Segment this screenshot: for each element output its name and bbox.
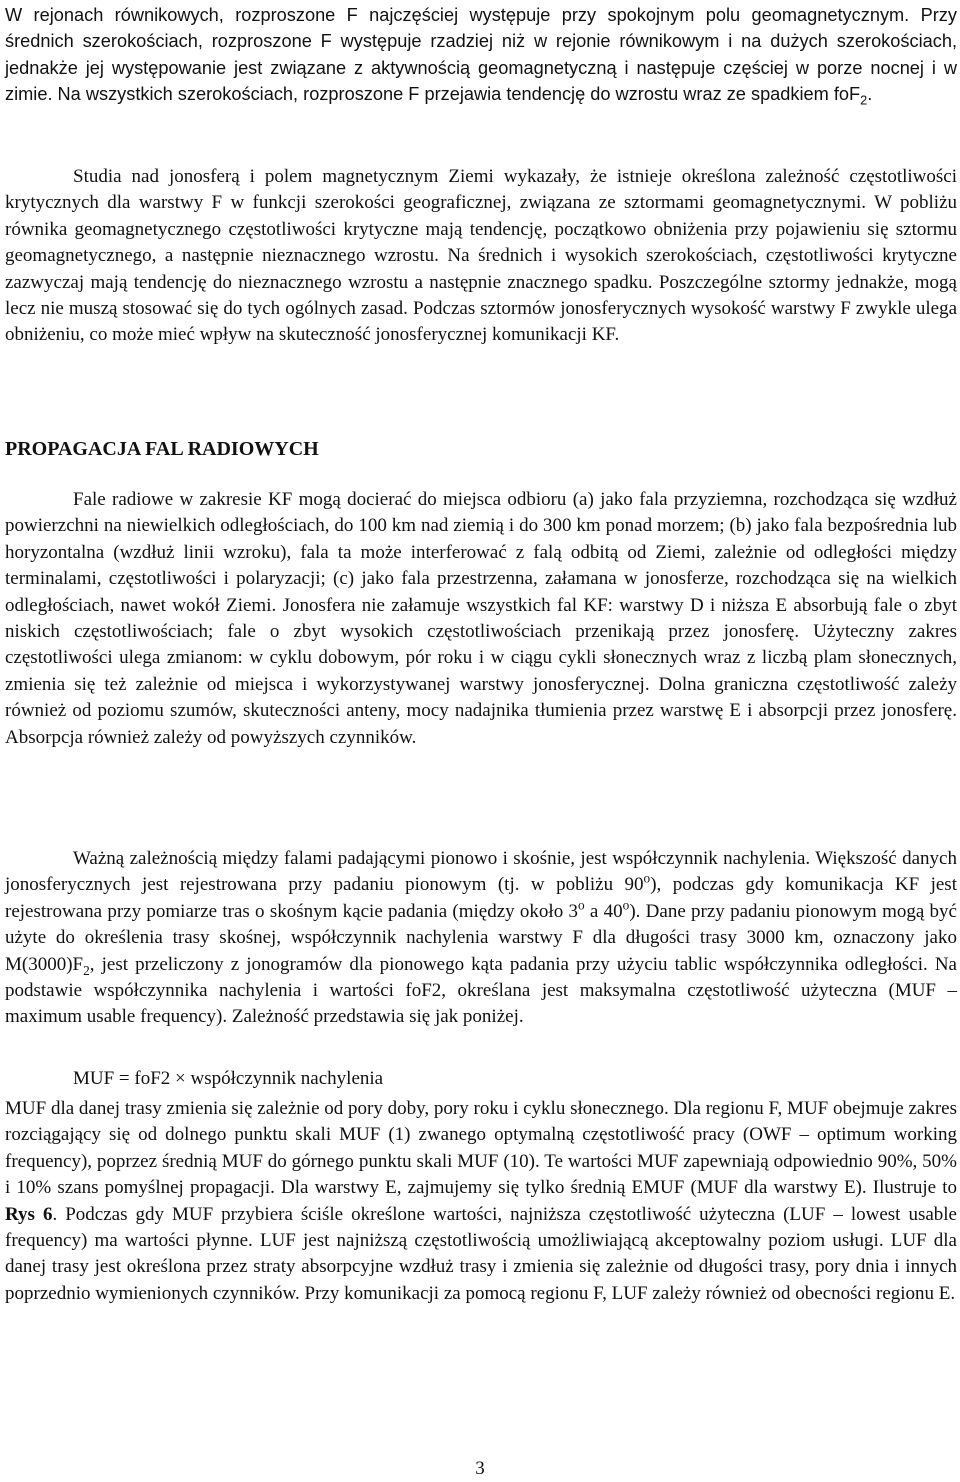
- superscript: o: [643, 871, 651, 887]
- paragraph-text: , jest przeliczony z jonogramów dla pionowego kąta padania przy użyciu tablic współczynnika odległości. Na podstawie współczynnika nachylenia i wartości foF2, określana jest maksymalna częstotliwość użyteczna (MUF – maximum usable frequency). Zależność przedstawia się jak poniżej.: [5, 953, 957, 1028]
- superscript: o: [622, 897, 630, 913]
- page-number: 3: [475, 1458, 485, 1479]
- figure-reference: Rys 6: [5, 1203, 53, 1225]
- paragraph-geomagnetic-storms: [5, 164, 957, 349]
- paragraph-spread-f: [5, 2, 957, 108]
- paragraph-obliquity-factor: [5, 846, 957, 1031]
- paragraph-text: Studia nad jonosferą i polem magnetycznym Ziemi wykazały, że istnieje określona zależność częstotliwości krytycznych dla warstwy F w funkcji szerokości geograficznej, związana ze sztormami geomagnetycznymi. W pobliżu równika geomagnetycznego częstotliwości krytyczne mają tendencję, początkowo obniżenia przy pojawieniu się sztormu geomagnetycznego, a następnie nieznacznego wzrostu. Na średnich i wysokich szerokościach, częstotliwości krytyczne zazwyczaj mają tendencję do nieznacznego wzrostu a następnie znacznego spadku. Poszczególne sztormy jednakże, mogą lecz nie muszą stosować się do tych ogólnych zasad. Podczas sztormów jonosferycznych wysokość warstwy F zwykle ulega obniżeniu, co może mieć wpływ na skuteczność jonosferycznej komunikacji KF.: [5, 166, 957, 346]
- paragraph-text: .: [867, 84, 873, 105]
- muf-formula: MUF = foF2 × współczynnik nachylenia: [73, 1068, 384, 1089]
- paragraph-text: ), podczas gdy komunikacja KF jest rejestrowana przy pomiarze tras o skośnym kącie padania (między około 3: [5, 874, 957, 922]
- paragraph-radio-wave-propagation: [5, 487, 957, 751]
- superscript: o: [578, 897, 585, 913]
- subscript: 2: [83, 962, 90, 978]
- paragraph-muf-luf: [5, 1096, 957, 1307]
- paragraph-text: Ważną zależnością między falami padającymi pionowo i skośnie, jest współczynnik nachylenia. Większość danych jonosferycznych jest rejestrowana przy padaniu pionowym (tj. w pobliżu 90: [5, 848, 957, 896]
- paragraph-text: ). Dane przy padaniu pionowym mogą być użyte do określenia trasy skośnej, współczynnik nachylenia warstwy F dla długości trasy 3000 km, oznaczony jako M(3000)F: [5, 900, 957, 975]
- section-heading: PROPAGACJA FAL RADIOWYCH: [5, 438, 319, 460]
- paragraph-text: a 40: [584, 900, 623, 922]
- paragraph-text: W rejonach równikowych, rozproszone F najczęściej występuje przy spokojnym polu geomagnetycznym. Przy średnich szerokościach, rozproszone F występuje rzadziej niż w rejonie równikowym i na dużych szerokościach, jednakże jej występowanie jest związane z aktywnością geomagnetyczną i następuje częściej w porze nocnej i w zimie. Na wszystkich szerokościach, rozproszone F przejawia tendencję do wzrostu wraz ze spadkiem foF: [5, 5, 957, 105]
- paragraph-text: MUF dla danej trasy zmienia się zależnie od pory doby, pory roku i cyklu słonecznego. Dla regionu F, MUF obejmuje zakres rozciągający się od dolnego punktu skali MUF (1) zwanego optymalną częstotliwość pracy (OWF – optimum working frequency), poprzez średnią MUF do górnego punktu skali MUF (10). Te wartości MUF zapewniają odpowiednio 90%, 50% i 10% szans pomyślnej propagacji. Dla warstwy E, zajmujemy się tylko średnią EMUF (MUF dla warstwy E). Ilustruje to: [5, 1098, 957, 1199]
- paragraph-text: Fale radiowe w zakresie KF mogą docierać do miejsca odbioru (a) jako fala przyziemna, rozchodząca się wzdłuż powierzchni na niewielkich odległościach, do 100 km nad ziemią i do 300 km ponad morzem; (b) jako fala bezpośrednia lub horyzontalna (wzdłuż linii wzroku), fala ta może interferować z falą odbitą od Ziemi, zależnie od odległości między terminalami, częstotliwości i polaryzacji; (c) jako fala przestrzenna, załamana w jonosferze, rozchodząca się na wielkich odległościach, nawet wokół Ziemi. Jonosfera nie załamuje wszystkich fal KF: warstwy D i niższa E absorbują fale o zbyt niskich częstotliwościach; fale o zbyt wysokich częstotliwościach przenikają przez jonosferę. Użyteczny zakres częstotliwości ulega zmianom: w cyklu dobowym, pór roku i w ciągu cykli słonecznych wraz z liczbą plam słonecznych, zmienia się też zależnie od miejsca i wykorzystywanej warstwy jonosferycznej. Dolna graniczna częstotliwość zależy również od poziomu szumów, skuteczności anteny, mocy nadajnika tłumienia przez warstwę E i absorpcji przez jonosferę. Absorpcja również zależy od powyższych czynników.: [5, 489, 957, 748]
- subscript: 2: [860, 92, 868, 108]
- paragraph-text: . Podczas gdy MUF przybiera ściśle określone wartości, najniższa częstotliwość użyteczna (LUF – lowest usable frequency) ma wartości płynne. LUF jest najniższą częstotliwością umożliwiającą akceptowalny poziom usługi. LUF dla danej trasy jest określona przez straty absorpcyjne wzdłuż trasy i zmienia się zależnie od długości trasy, pory dnia i innych poprzednio wymienionych czynników. Przy komunikacji za pomocą regionu F, LUF zależy również od obecności regionu E.: [5, 1203, 957, 1304]
